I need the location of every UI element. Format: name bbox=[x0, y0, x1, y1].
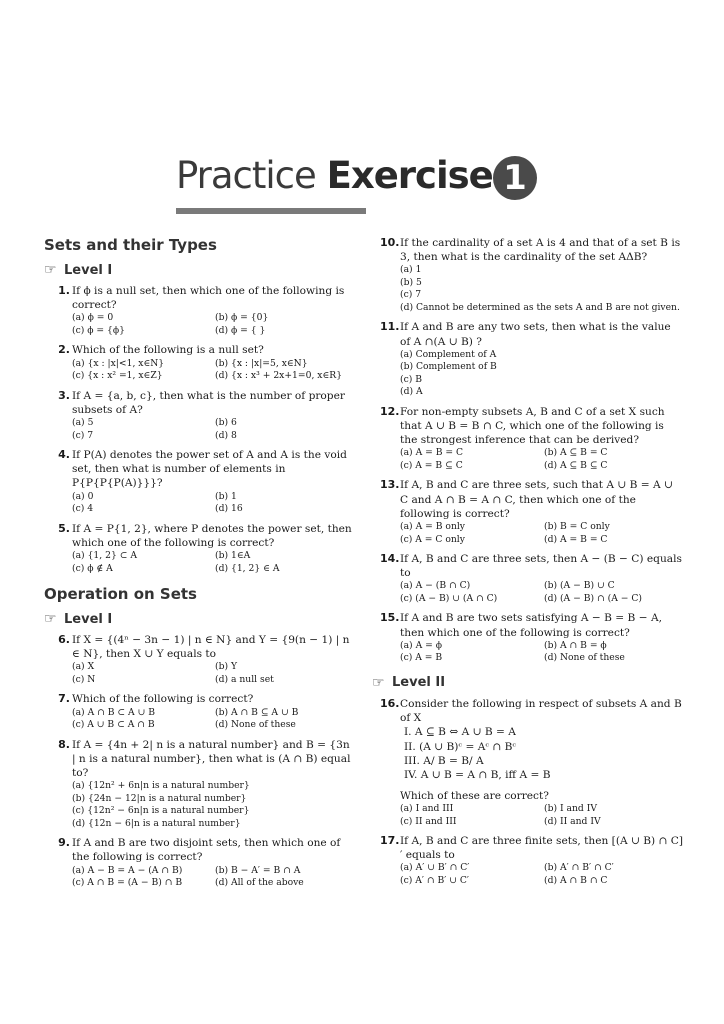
option: (b) Y bbox=[215, 661, 238, 673]
question-number: 11. bbox=[380, 320, 400, 334]
level-label: Level I bbox=[64, 262, 113, 278]
statement: III. A/ B = B/ A bbox=[404, 755, 484, 768]
option: (a) A ∩ B ⊂ A ∪ B bbox=[72, 706, 155, 718]
options-grid bbox=[400, 447, 684, 472]
question-number: 8. bbox=[58, 737, 70, 751]
option: (a) A = B = C bbox=[400, 447, 464, 459]
question-number: 14. bbox=[380, 552, 400, 566]
option: (d) (A − B) ∩ (A − C) bbox=[544, 592, 642, 604]
option: (b) (A − B) ∪ C bbox=[544, 580, 615, 592]
question-item bbox=[372, 405, 684, 473]
question-number: 6. bbox=[58, 633, 70, 647]
question-list bbox=[44, 633, 354, 890]
section-heading-sets-types: Sets and their Types bbox=[44, 236, 217, 254]
option: (b) A ∩ B ⊆ A ∪ B bbox=[215, 706, 299, 718]
pointing-hand-icon: ☞ bbox=[44, 262, 57, 278]
option: (d) A = B = C bbox=[544, 533, 608, 545]
option: (a) A′ ∪ B′ ∩ C′ bbox=[400, 862, 470, 874]
page-header bbox=[176, 154, 527, 204]
statement: IV. A ∪ B = A ∩ B, iff A = B bbox=[404, 769, 551, 782]
option: (c) A′ ∩ B′ ∪ C′ bbox=[400, 874, 469, 886]
level-label: Level II bbox=[392, 675, 446, 691]
option: (d) None of these bbox=[215, 719, 296, 731]
option: (b) {24n − 12|n is a natural number} bbox=[72, 792, 247, 804]
level-label: Level I bbox=[64, 611, 113, 627]
option: (a) A = B only bbox=[400, 521, 465, 533]
options-grid bbox=[72, 550, 354, 575]
option: (b) I and IV bbox=[544, 803, 597, 815]
question-text: Which of the following is a null set? bbox=[72, 344, 264, 357]
option: (d) {x : x³ + 2x+1=0, x∈R} bbox=[215, 370, 343, 382]
page-title bbox=[176, 154, 493, 197]
option: (c) A = B bbox=[400, 652, 443, 664]
options-grid bbox=[400, 521, 684, 546]
question-text: For non-empty subsets A, B and C of a set X such that A ∪ B = B ∩ C, which one of the following is the strongest inference that can be derived? bbox=[400, 405, 665, 447]
option: (a) A − B = A − (A ∩ B) bbox=[72, 864, 183, 876]
level-heading bbox=[44, 262, 354, 278]
statement: II. (A ∪ B)ᶜ = Aᶜ ∩ Bᶜ bbox=[404, 740, 517, 753]
option: (b) 1∈A bbox=[215, 550, 251, 562]
option: (c) A = B ⊆ C bbox=[400, 459, 463, 471]
question-list bbox=[372, 236, 684, 665]
title-underline bbox=[176, 208, 366, 214]
option: (c) (A − B) ∪ (A ∩ C) bbox=[400, 592, 498, 604]
question-item bbox=[44, 448, 354, 516]
question-item bbox=[44, 836, 354, 889]
options-grid bbox=[400, 264, 684, 314]
left-column bbox=[44, 236, 354, 892]
question-item bbox=[44, 343, 354, 382]
options-grid bbox=[400, 862, 684, 887]
question-text: If A, B and C are three sets, such that A ∪ B = A ∪ C and A ∩ B = A ∩ C, then which one of the following is correct? bbox=[400, 479, 673, 520]
option: (d) ϕ = { } bbox=[215, 324, 266, 336]
options-grid bbox=[72, 707, 354, 732]
question-text: If A and B are any two sets, then what is the value of A ∩(A ∪ B) ? bbox=[400, 321, 671, 348]
option: (c) ϕ ∉ A bbox=[72, 562, 113, 574]
level-heading bbox=[372, 675, 684, 691]
option: (d) A ⊆ B ⊆ C bbox=[544, 459, 608, 471]
option: (c) {x : x² =1, x∈Z} bbox=[72, 370, 163, 382]
option: (d) A bbox=[400, 386, 423, 398]
question-text: If ϕ is a null set, then which one of the following is correct? bbox=[72, 285, 345, 312]
exercise-number-badge: 1 bbox=[493, 156, 537, 200]
question-item bbox=[372, 236, 684, 314]
option: (b) Complement of B bbox=[400, 361, 497, 373]
question-text: If the cardinality of a set A is 4 and that of a set B is 3, then what is the cardinality of the set AΔB? bbox=[400, 237, 681, 264]
option: (d) A ∩ B ∩ C bbox=[544, 874, 608, 886]
option: (c) II and III bbox=[400, 815, 457, 827]
level-heading bbox=[44, 611, 354, 627]
question-number: 16. bbox=[380, 696, 400, 710]
option: (a) ϕ = 0 bbox=[72, 312, 114, 324]
option: (d) 16 bbox=[215, 503, 243, 515]
question-text: If A = {a, b, c}, then what is the number of proper subsets of A? bbox=[72, 389, 345, 416]
options-grid bbox=[72, 417, 354, 442]
option: (b) {x : |x|=5, x∈N} bbox=[215, 357, 308, 369]
option: (d) a null set bbox=[215, 673, 274, 685]
section-heading-operation-sets: Operation on Sets bbox=[44, 585, 197, 604]
option: (c) 4 bbox=[72, 503, 94, 515]
question-item bbox=[372, 834, 684, 887]
option: (c) 7 bbox=[400, 289, 422, 301]
question-number: 15. bbox=[380, 611, 400, 625]
right-column bbox=[372, 236, 684, 889]
question-item bbox=[372, 478, 684, 546]
options-grid bbox=[400, 640, 684, 665]
question-item bbox=[372, 320, 684, 398]
option: (c) B bbox=[400, 373, 422, 385]
option: (d) None of these bbox=[544, 652, 625, 664]
option: (d) All of the above bbox=[215, 877, 304, 889]
option: (b) B − A′ = B ∩ A bbox=[215, 864, 301, 876]
question-text: Which of the following is correct? bbox=[72, 693, 254, 706]
option: (d) {12n − 6|n is a natural number} bbox=[72, 817, 241, 829]
option: (d) {1, 2} ∈ A bbox=[215, 562, 280, 574]
question-number: 17. bbox=[380, 834, 400, 848]
options-grid bbox=[72, 661, 354, 686]
options-grid bbox=[72, 358, 354, 383]
option: (c) 7 bbox=[72, 429, 94, 441]
option: (a) X bbox=[72, 661, 95, 673]
option: (c) ϕ = {ϕ} bbox=[72, 324, 125, 336]
option: (a) I and III bbox=[400, 803, 454, 815]
options-grid bbox=[400, 580, 684, 605]
option: (a) A = ϕ bbox=[400, 639, 443, 651]
question-text: Consider the following in respect of subsets A and B of X bbox=[400, 697, 682, 725]
options-grid bbox=[72, 491, 354, 516]
option: (c) {12n² − 6n|n is a natural number} bbox=[72, 805, 250, 817]
option: (c) A = C only bbox=[400, 533, 465, 545]
question-number: 7. bbox=[58, 692, 70, 706]
option: (b) ϕ = {0} bbox=[215, 312, 269, 324]
question-text: If A and B are two disjoint sets, then which one of the following is correct? bbox=[72, 837, 341, 864]
option: (a) {12n² + 6n|n is a natural number} bbox=[72, 780, 250, 792]
option: (c) N bbox=[72, 673, 96, 685]
option: (a) A − (B ∩ C) bbox=[400, 580, 471, 592]
question-text: If A and B are two sets satisfying A − B = B − A, then which one of the following is correct? bbox=[400, 612, 662, 639]
options-grid bbox=[400, 349, 684, 399]
question-number: 5. bbox=[58, 521, 70, 535]
question-prompt: Which of these are correct? bbox=[400, 789, 549, 802]
option: (a) 0 bbox=[72, 490, 94, 502]
question-item bbox=[44, 633, 354, 686]
option: (b) B = C only bbox=[544, 521, 610, 533]
question-list bbox=[44, 284, 354, 575]
question-text: If A, B and C are three finite sets, then [(A ∪ B) ∩ C]′ equals to bbox=[400, 835, 683, 862]
question-text: If A = P{1, 2}, where P denotes the power set, then which one of the following is correct? bbox=[72, 522, 352, 549]
option: (d) 8 bbox=[215, 429, 237, 441]
options-grid bbox=[72, 312, 354, 337]
option: (d) II and IV bbox=[544, 815, 601, 827]
question-item bbox=[44, 738, 354, 831]
question-text: If A, B and C are three sets, then A − (B − C) equals to bbox=[400, 553, 682, 580]
question-item bbox=[372, 611, 684, 664]
question-item bbox=[372, 552, 684, 605]
option: (d) Cannot be determined as the sets A and B are not given. bbox=[400, 301, 680, 313]
title-light: Practice bbox=[176, 154, 316, 197]
question-number: 13. bbox=[380, 478, 400, 492]
option: (a) {1, 2} ⊂ A bbox=[72, 550, 137, 562]
question-number: 10. bbox=[380, 236, 400, 249]
question-item bbox=[44, 389, 354, 442]
question-text: If A = {4n + 2| n is a natural number} and B = {3n | n is a natural number}, then what is (A ∩ B) equal to? bbox=[72, 738, 351, 780]
statement: I. A ⊆ B ⇔ A ∪ B = A bbox=[404, 726, 516, 739]
question-number: 9. bbox=[58, 836, 70, 850]
question-item bbox=[44, 284, 354, 337]
question-number: 12. bbox=[380, 404, 400, 418]
question-number: 4. bbox=[58, 448, 70, 462]
option: (c) A ∩ B = (A − B) ∩ B bbox=[72, 877, 183, 889]
question-item bbox=[44, 692, 354, 731]
option: (b) 5 bbox=[400, 276, 422, 288]
pointing-hand-icon: ☞ bbox=[44, 611, 57, 628]
question-number: 1. bbox=[58, 284, 70, 297]
option: (a) Complement of A bbox=[400, 348, 497, 360]
option: (b) 1 bbox=[215, 490, 237, 502]
option: (c) A ∪ B ⊂ A ∩ B bbox=[72, 719, 155, 731]
question-text: If P(A) denotes the power set of A and A is the void set, then what is number of elements in P{P{P{P(A)}}}? bbox=[72, 449, 347, 490]
option: (a) 1 bbox=[400, 264, 422, 276]
options-grid bbox=[72, 865, 354, 890]
option: (b) 6 bbox=[215, 417, 237, 429]
question-item bbox=[44, 522, 354, 575]
question-number: 2. bbox=[58, 343, 70, 357]
pointing-hand-icon: ☞ bbox=[372, 674, 385, 691]
option: (b) A ⊆ B = C bbox=[544, 447, 608, 459]
question-number: 3. bbox=[58, 388, 70, 402]
option: (a) 5 bbox=[72, 417, 94, 429]
option: (b) A ∩ B = ϕ bbox=[544, 639, 607, 651]
option: (a) {x : |x|<1, x∈N} bbox=[72, 357, 165, 369]
title-bold: Exercise bbox=[326, 154, 493, 197]
options-grid bbox=[400, 803, 684, 828]
option: (b) A′ ∩ B′ ∩ C′ bbox=[544, 862, 614, 874]
question-item bbox=[372, 697, 684, 828]
options-grid bbox=[72, 780, 354, 830]
question-text: If X = {(4ⁿ − 3n − 1) | n ∈ N} and Y = {9(n − 1) | n ∈ N}, then X ∪ Y equals to bbox=[72, 634, 350, 661]
